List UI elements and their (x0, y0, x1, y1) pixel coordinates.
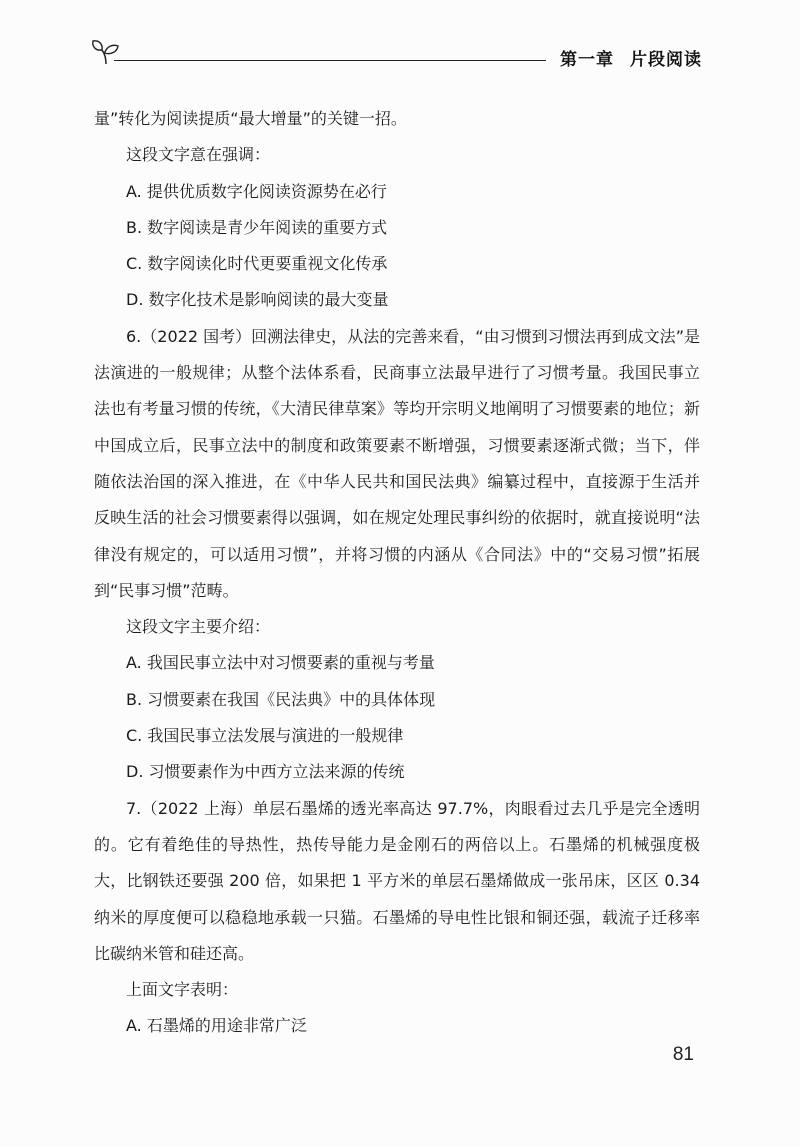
paragraph: B. 数字阅读是青少年阅读的重要方式 (126, 217, 388, 237)
paragraph: D. 数字化技术是影响阅读的最大变量 (126, 290, 389, 310)
sprout-icon (90, 38, 124, 68)
header-rule (114, 60, 546, 61)
paragraph: A. 提供优质数字化阅读资源势在必行 (126, 181, 387, 201)
running-header (90, 38, 702, 68)
paragraph: C. 我国民事立法发展与演进的一般规律 (126, 726, 404, 746)
paragraph: C. 数字阅读化时代更要重视文化传承 (126, 254, 388, 274)
paragraph: 7.（2022 上海）单层石墨烯的透光率高达 97.7%，肉眼看过去几乎是完全透明的。它有着绝佳的导热性，热传导能力是金刚石的两倍以上。石墨烯的机械强度极大，比钢铁还要强 200 倍，如果把 1 平方米的单层石墨烯做成一张吊床，区区 0.34 纳米的厚度便可以稳稳地承载一只猫。石墨烯的导电性比银和铜还强，载流子迁移率比碳纳米管和硅还高。 (94, 798, 700, 963)
page-number: 81 (672, 1044, 694, 1065)
paragraph: B. 习惯要素在我国《民法典》中的具体体现 (126, 689, 436, 709)
chapter-label: 第一章 (560, 50, 614, 70)
section-label: 片段阅读 (630, 50, 702, 70)
page-body (94, 101, 700, 1045)
paragraph: 上面文字表明： (126, 980, 239, 1000)
paragraph: 这段文字意在强调： (126, 145, 271, 165)
paragraph: D. 习惯要素作为中西方立法来源的传统 (126, 762, 405, 782)
paragraph: 这段文字主要介绍： (126, 617, 271, 637)
chapter-title (560, 45, 702, 70)
paragraph: 6.（2022 国考）回溯法律史，从法的完善来看，“由习惯到习惯法再到成文法”是法演进的一般规律；从整个法体系看，民商事立法最早进行了习惯考量。我国民事立法也有考量习惯的传统，《大清民律草案》等均开宗明义地阐明了习惯要素的地位；新中国成立后，民事立法中的制度和政策要素不断增强，习惯要素逐渐式微；当下，伴随依法治国的深入推进，在《中华人民共和国民法典》编纂过程中，直接源于生活并反映生活的社会习惯要素得以强调，如在规定处理民事纠纷的依据时，就直接说明“法律没有规定的，可以适用习惯”，并将习惯的内涵从《合同法》中的“交易习惯”拓展到“民事习惯”范畴。 (94, 326, 700, 600)
paragraph: 量”转化为阅读提质“最大增量”的关键一招。 (94, 109, 407, 128)
paragraph: A. 石墨烯的用途非常广泛 (126, 1016, 307, 1036)
paragraph: A. 我国民事立法中对习惯要素的重视与考量 (126, 653, 435, 673)
